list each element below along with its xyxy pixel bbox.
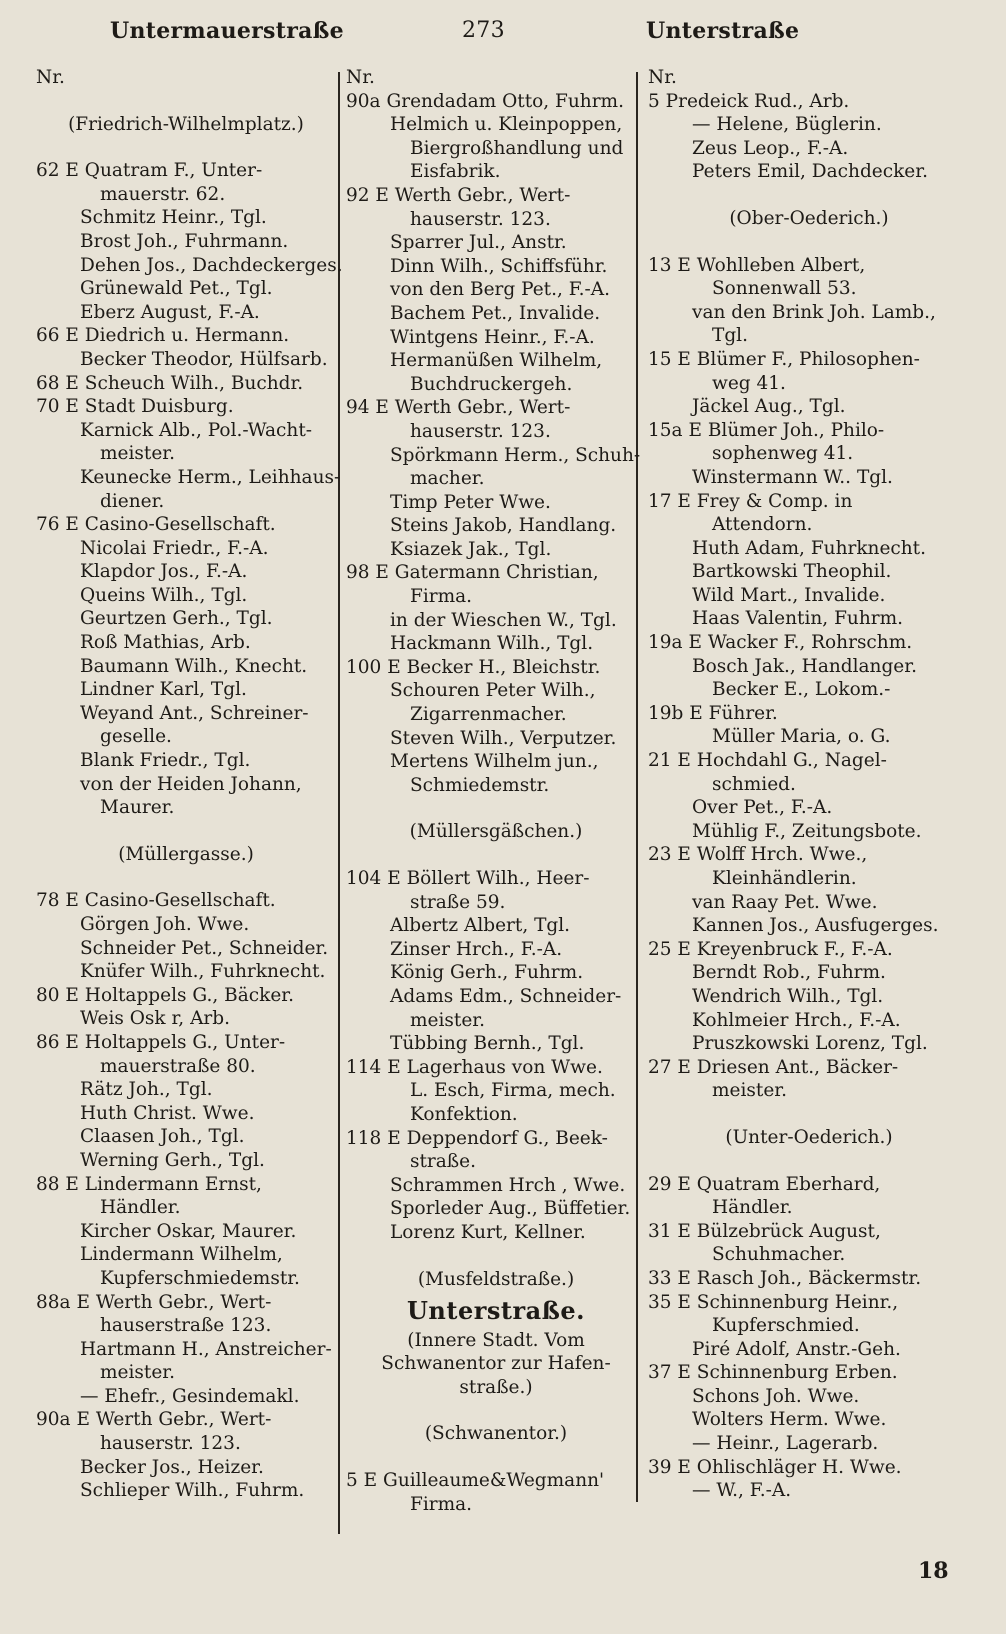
directory-entry-line: Queins Wilh., Tgl. [80, 584, 248, 606]
directory-entry-line: hauserstr. 123. [410, 208, 551, 230]
directory-entry-line: 118 E Deppendorf G., Beek- [346, 1127, 608, 1149]
directory-entry-line: straße. [410, 1151, 476, 1173]
directory-entry-line: 70 E Stadt Duisburg. [36, 396, 234, 418]
directory-entry-line: Albertz Albert, Tgl. [390, 915, 571, 937]
spacer [648, 184, 970, 207]
directory-entry-line: Tgl. [712, 325, 748, 347]
directory-entry-line: 98 E Gatermann Christian, [346, 562, 599, 584]
column-divider [338, 72, 340, 1534]
spacer [36, 90, 336, 113]
directory-entry-line: Maurer. [100, 797, 175, 819]
directory-entry-line: sophenweg 41. [712, 443, 854, 465]
directory-entry-line: schmied. [712, 773, 796, 795]
page-number-header: 273 [462, 18, 505, 43]
section-heading: Schwanentor zur Hafen- [381, 1353, 611, 1375]
section-heading: (Musfeldstraße.) [417, 1268, 575, 1290]
directory-entry-line: Zigarrenmacher. [410, 704, 567, 726]
directory-entry-line: 68 E Scheuch Wilh., Buchdr. [36, 372, 304, 394]
section-heading: (Innere Stadt. Vom [407, 1329, 585, 1351]
directory-entry-line: meister. [712, 1080, 787, 1102]
directory-entry-line: Over Pet., F.-A. [692, 797, 833, 819]
directory-entry-line: Rätz Joh., Tgl. [80, 1079, 213, 1101]
directory-entry-line: Werning Gerh., Tgl. [80, 1149, 265, 1171]
directory-entry-line: Pruszkowski Lorenz, Tgl. [692, 1033, 928, 1055]
directory-entry-line: 35 E Schinnenburg Heinr., [648, 1291, 899, 1313]
directory-entry-line: 19a E Wacker F., Rohrschm. [648, 632, 913, 654]
directory-entry-line: 88 E Lindermann Ernst, [36, 1173, 262, 1195]
directory-entry-line: Buchdruckergeh. [410, 373, 573, 395]
directory-entry-line: mauerstr. 62. [100, 183, 226, 205]
directory-entry-line: 104 E Böllert Wilh., Heer- [346, 868, 590, 889]
section-heading: (Müllergasse.) [118, 843, 254, 865]
directory-entry-line: Hartmann H., Anstreicher- [80, 1338, 332, 1360]
spacer [346, 797, 646, 820]
directory-entry-line: Lorenz Kurt, Kellner. [390, 1221, 586, 1243]
directory-entry-line: straße 59. [410, 891, 506, 913]
directory-entry-line: Attendorn. [712, 514, 813, 536]
directory-entry-line: Spörkmann Herm., Schuh- [390, 444, 641, 466]
directory-entry-line: Schneider Pet., Schneider. [80, 937, 329, 959]
directory-entry-line: Wolters Herm. Wwe. [692, 1409, 887, 1431]
directory-entry-line: Keunecke Herm., Leihhaus- [80, 466, 341, 488]
directory-entry-line: Sonnenwall 53. [712, 278, 857, 300]
directory-entry-line: Müller Maria, o. G. [712, 726, 891, 748]
directory-entry-line: 15 E Blümer F., Philosophen- [648, 348, 920, 370]
directory-entry-line: Nr. [648, 67, 677, 88]
directory-entry-line: 78 E Casino-Gesellschaft. [36, 890, 276, 912]
directory-entry-line: 62 E Quatram F., Unter- [36, 160, 263, 182]
section-heading: (Müllersgäßchen.) [409, 821, 583, 843]
directory-entry-line: Haas Valentin, Fuhrm. [692, 608, 903, 630]
directory-entry-line: Kircher Oskar, Maurer. [80, 1220, 297, 1242]
spacer [648, 1150, 970, 1173]
directory-entry-line: König Gerh., Fuhrm. [390, 962, 584, 984]
directory-entry-line: Tübbing Bernh., Tgl. [390, 1033, 585, 1055]
directory-entry-line: Zeus Leop., F.-A. [692, 137, 849, 159]
directory-entry-line: — Ehefr., Gesindemakl. [80, 1385, 300, 1407]
directory-entry-line: Eberz August, F.-A. [80, 301, 260, 323]
directory-entry-line: Lindermann Wilhelm, [80, 1244, 283, 1266]
directory-entry-line: 13 E Wohlleben Albert, [648, 254, 866, 276]
directory-entry-line: Peters Emil, Dachdecker. [692, 161, 928, 183]
directory-entry-line: Knüfer Wilh., Fuhrknecht. [80, 961, 326, 983]
directory-entry-line: Huth Adam, Fuhrknecht. [692, 537, 926, 559]
directory-entry-line: Wendrich Wilh., Tgl. [692, 985, 884, 1007]
directory-entry-line: 25 E Kreyenbruck F., F.-A. [648, 938, 893, 960]
directory-entry-line: L. Esch, Firma, mech. [410, 1080, 616, 1102]
directory-entry-line: 94 E Werth Gebr., Wert- [346, 397, 571, 419]
directory-entry-line: Helmich u. Kleinpoppen, [390, 114, 623, 136]
directory-entry-line: 15a E Blümer Joh., Philo- [648, 419, 885, 441]
directory-entry-line: Hackmann Wilh., Tgl. [390, 633, 594, 655]
directory-entry-line: van den Brink Joh. Lamb., [692, 301, 936, 323]
column-2 [346, 66, 646, 1516]
directory-entry-line: 80 E Holtappels G., Bäcker. [36, 984, 294, 1006]
directory-entry-line: Berndt Rob., Fuhrm. [692, 962, 886, 984]
directory-entry-line: Zinser Hrch., F.-A. [390, 938, 563, 960]
directory-entry-line: meister. [100, 443, 175, 465]
directory-entry-line: Wintgens Heinr., F.-A. [390, 326, 595, 348]
directory-entry-line: Becker Jos., Heizer. [80, 1456, 264, 1478]
directory-entry-line: van Raay Pet. Wwe. [692, 891, 878, 913]
spacer [346, 844, 646, 867]
directory-entry-line: geselle. [100, 726, 172, 748]
spacer [36, 820, 336, 843]
directory-entry-line: Bachem Pet., Invalide. [390, 302, 601, 324]
directory-entry-line: Schmiedemstr. [410, 774, 550, 796]
directory-entry-line: Schlieper Wilh., Fuhrm. [80, 1480, 305, 1502]
directory-entry-line: 37 E Schinnenburg Erben. [648, 1362, 898, 1384]
section-heading: (Ober-Oederich.) [729, 207, 889, 229]
directory-entry-line: Brost Joh., Fuhrmann. [80, 230, 289, 252]
directory-entry-line: von der Heiden Johann, [80, 773, 302, 795]
directory-entry-line: Schouren Peter Wilh., [390, 680, 596, 702]
spacer [346, 1446, 646, 1469]
directory-entry-line: — Helene, Büglerin. [692, 114, 882, 136]
directory-entry-line: 39 E Ohlischläger H. Wwe. [648, 1456, 902, 1478]
directory-entry-line: hauserstr. 123. [410, 420, 551, 442]
directory-entry-line: 33 E Rasch Joh., Bäckermstr. [648, 1267, 922, 1289]
directory-entry-line: Händler. [100, 1197, 181, 1219]
directory-entry-line: Huth Christ. Wwe. [80, 1102, 255, 1124]
directory-entry-line: Schons Joh. Wwe. [692, 1385, 860, 1407]
directory-entry-line: meister. [100, 1362, 175, 1384]
directory-entry-line: Schmitz Heinr., Tgl. [80, 207, 267, 229]
directory-entry-line: Konfektion. [410, 1103, 518, 1125]
directory-entry-line: 29 E Quatram Eberhard, [648, 1173, 881, 1195]
directory-entry-line: Schrammen Hrch , Wwe. [390, 1174, 626, 1196]
directory-entry-line: Lindner Karl, Tgl. [80, 679, 247, 701]
street-heading: Unterstraße. [406, 1296, 586, 1326]
section-heading: (Unter-Oederich.) [725, 1126, 893, 1148]
directory-entry-line: Mühlig F., Zeitungsbote. [692, 820, 922, 842]
directory-entry-line: Händler. [712, 1197, 793, 1219]
directory-entry-line: 23 E Wolff Hrch. Wwe., [648, 844, 868, 866]
spacer [36, 136, 336, 159]
directory-entry-line: Weis Osk r, Arb. [80, 1008, 230, 1030]
directory-entry-line: Bartkowski Theophil. [692, 561, 892, 583]
directory-entry-line: 31 E Bülzebrück August, [648, 1220, 881, 1242]
spacer [346, 1399, 646, 1422]
directory-entry-line: 5 Predeick Rud., Arb. [648, 90, 850, 112]
directory-entry-line: 5 E Guilleaume&Wegmann' [346, 1470, 605, 1492]
directory-entry-line: Firma. [410, 1493, 473, 1515]
directory-entry-line: Nr. [36, 67, 65, 88]
directory-entry-line: Firma. [410, 586, 473, 608]
directory-entry-line: Dehen Jos., Dachdeckerges. [80, 254, 343, 276]
directory-entry-line: Sporleder Aug., Büffetier. [390, 1198, 631, 1220]
directory-entry-line: Becker Theodor, Hülfsarb. [80, 348, 328, 370]
column-3 [648, 66, 970, 1503]
directory-entry-line: Roß Mathias, Arb. [80, 632, 251, 654]
directory-entry-line: Timp Peter Wwe. [390, 491, 551, 513]
directory-entry-line: 19b E Führer. [648, 702, 778, 724]
directory-entry-line: Schuhmacher. [712, 1244, 846, 1266]
directory-entry-line: Kupferschmied. [712, 1315, 860, 1337]
directory-entry-line: in der Wieschen W., Tgl. [390, 609, 617, 631]
directory-entry-line: Biergroßhandlung und [410, 137, 624, 159]
directory-entry-line: Jäckel Aug., Tgl. [692, 396, 846, 418]
directory-entry-line: 92 E Werth Gebr., Wert- [346, 184, 571, 206]
directory-entry-line: Karnick Alb., Pol.-Wacht- [80, 419, 313, 441]
directory-entry-line: — Heinr., Lagerarb. [692, 1433, 879, 1455]
directory-entry-line: Kohlmeier Hrch., F.-A. [692, 1009, 901, 1031]
directory-entry-line: 114 E Lagerhaus von Wwe. [346, 1056, 603, 1078]
directory-entry-line: Görgen Joh. Wwe. [80, 914, 250, 935]
directory-entry-line: Geurtzen Gerh., Tgl. [80, 608, 273, 630]
directory-entry-line: Piré Adolf, Anstr.-Geh. [692, 1338, 901, 1360]
directory-entry-line: 86 E Holtappels G., Unter- [36, 1031, 286, 1053]
directory-entry-line: Nr. [346, 67, 375, 88]
directory-entry-line: Weyand Ant., Schreiner- [80, 702, 309, 724]
directory-entry-line: 66 E Diedrich u. Hermann. [36, 325, 290, 347]
spacer [648, 1103, 970, 1126]
directory-entry-line: Steins Jakob, Handlang. [390, 515, 617, 537]
directory-entry-line: 90a E Werth Gebr., Wert- [36, 1409, 272, 1431]
directory-entry-line: 76 E Casino-Gesellschaft. [36, 514, 276, 536]
directory-entry-line: Steven Wilh., Verputzer. [390, 727, 617, 749]
directory-entry-line: — W., F.-A. [692, 1480, 792, 1502]
directory-entry-line: Blank Friedr., Tgl. [80, 750, 251, 772]
directory-entry-line: Ksiazek Jak., Tgl. [390, 538, 552, 560]
directory-entry-line: Hermanüßen Wilhelm, [390, 350, 603, 372]
spacer [36, 866, 336, 889]
directory-entry-line: hauserstraße 123. [100, 1315, 272, 1337]
directory-entry-line: meister. [410, 1009, 485, 1031]
directory-entry-line: Klapdor Jos., F.-A. [80, 561, 248, 583]
directory-entry-line: Grünewald Pet., Tgl. [80, 278, 273, 300]
running-header-right: Unterstraße [646, 18, 800, 44]
section-heading: (Friedrich-Wilhelmplatz.) [68, 113, 304, 135]
directory-entry-line: Mertens Wilhelm jun., [390, 751, 599, 773]
directory-entry-line: Eisfabrik. [410, 161, 501, 183]
directory-entry-line: von den Berg Pet., F.-A. [390, 279, 611, 301]
directory-entry-line: Baumann Wilh., Knecht. [80, 655, 308, 677]
directory-entry-line: Winstermann W.. Tgl. [692, 466, 893, 488]
directory-entry-line: Nicolai Friedr., F.-A. [80, 537, 269, 559]
directory-entry-line: weg 41. [712, 372, 786, 394]
directory-entry-line: Claasen Joh., Tgl. [80, 1126, 245, 1148]
spacer [346, 1245, 646, 1268]
directory-entry-line: Kannen Jos., Ausfugerges. [692, 915, 939, 937]
directory-entry-line: Becker E., Lokom.- [712, 679, 891, 701]
directory-entry-line: Dinn Wilh., Schiffsführ. [390, 255, 608, 277]
directory-entry-line: 21 E Hochdahl G., Nagel- [648, 750, 887, 772]
directory-entry-line: mauerstraße 80. [100, 1055, 256, 1077]
section-heading: straße.) [459, 1376, 533, 1398]
directory-entry-line: 90a Grendadam Otto, Fuhrm. [346, 90, 624, 112]
directory-entry-line: Kleinhändlerin. [712, 868, 857, 889]
directory-entry-line: 88a E Werth Gebr., Wert- [36, 1291, 272, 1313]
directory-entry-line: diener. [100, 490, 165, 512]
section-heading: (Schwanentor.) [424, 1423, 568, 1445]
directory-entry-line: macher. [410, 468, 485, 490]
directory-entry-line: Sparrer Jul., Anstr. [390, 232, 567, 254]
column-1 [36, 66, 343, 1503]
directory-entry-line: Wild Mart., Invalide. [692, 584, 886, 606]
directory-entry-line: Adams Edm., Schneider- [390, 985, 622, 1007]
directory-entry-line: 17 E Frey & Comp. in [648, 490, 853, 512]
directory-entry-line: Kupferschmiedemstr. [100, 1267, 300, 1289]
spacer [648, 231, 970, 254]
directory-entry-line: hauserstr. 123. [100, 1433, 241, 1455]
directory-entry-line: Bosch Jak., Handlanger. [692, 655, 917, 677]
signature-number: 18 [918, 1558, 949, 1584]
directory-entry-line: 100 E Becker H., Bleichstr. [346, 656, 601, 678]
running-header-left: Untermauerstraße [110, 18, 344, 44]
directory-entry-line: 27 E Driesen Ant., Bäcker- [648, 1056, 899, 1078]
